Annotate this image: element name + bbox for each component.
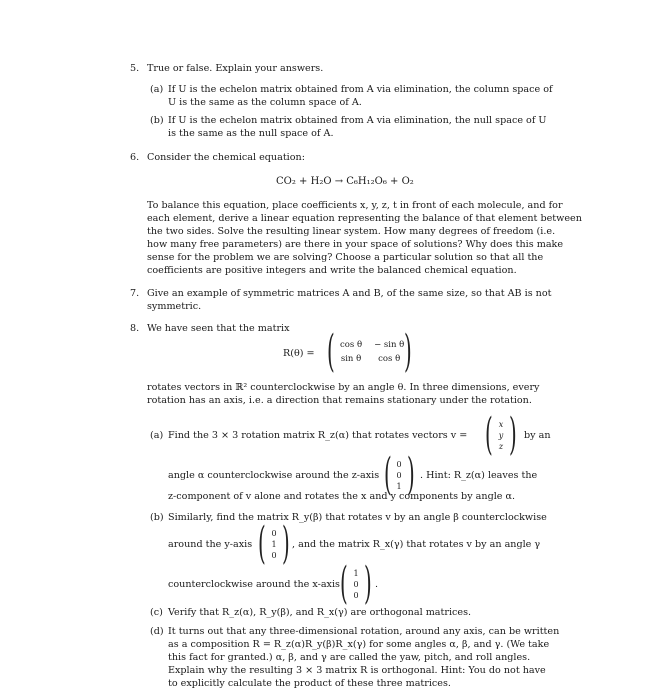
q8b-line2-post: , and the matrix R_x(γ) that rotates v by an angle γ — [292, 539, 541, 550]
q8c-line: Verify that R_z(α), R_y(β), and R_x(γ) are orthogonal matrices. — [168, 607, 472, 618]
vector-entry: 1 — [271, 540, 277, 549]
matrix-left-paren: ( — [327, 326, 335, 377]
rotation-matrix-lhs: R(θ) = — [283, 348, 315, 359]
q6-para-line6: coefficients are positive integers and write the balanced chemical equation. — [147, 265, 517, 276]
rotation-matrix-2x2 — [334, 338, 410, 366]
q8b-line3-post: . — [375, 579, 379, 590]
vector-entry: 0 — [353, 580, 359, 589]
matrix-entry: − sin θ — [374, 340, 405, 350]
q5a-line1: If U is the echelon matrix obtained from A via elimination, the column space of — [168, 84, 553, 95]
q5-prompt: True or false. Explain your answers. — [147, 63, 324, 74]
vector-entry: 1 — [353, 569, 359, 578]
q6-prompt: Consider the chemical equation: — [147, 152, 305, 163]
matrix-entry: sin θ — [340, 354, 362, 364]
q8a-line1: Find the 3 × 3 rotation matrix R_z(α) that rotates vectors v = — [168, 430, 468, 441]
q6-para-line1: To balance this equation, place coefficients x, y, z, t in front of each molecule, and for — [147, 200, 563, 211]
q8d-line3: this fact for granted.) α, β, and γ are called the yaw, pitch, and roll angles. — [168, 652, 531, 663]
x-axis-vector — [350, 568, 362, 601]
q8b-label: (b) — [150, 512, 164, 523]
q7-line2: symmetric. — [147, 301, 202, 312]
vector-entry: 0 — [271, 529, 277, 538]
q8a-hint: . Hint: R_z(α) leaves the — [420, 470, 538, 481]
vector-entry: z — [498, 442, 504, 451]
z-axis-vector — [393, 459, 405, 492]
q8b-line1: Similarly, find the matrix R_y(β) that rotates v by an angle β counterclockwise — [168, 512, 547, 523]
vector-entry: 0 — [353, 591, 359, 600]
q8d-line1: It turns out that any three-dimensional rotation, around any axis, can be written — [168, 626, 560, 637]
q8-intro: We have seen that the matrix — [147, 323, 290, 334]
q6-para-line5: sense for the problem we are solving? Choose a particular solution so that all the — [147, 252, 544, 263]
q5a-line2: U is the same as the column space of A. — [168, 97, 362, 108]
q8a-line2: angle α counterclockwise around the z-axis — [168, 470, 380, 481]
x-axis-left-paren: ( — [340, 558, 348, 609]
vector-entry: y — [498, 431, 504, 440]
q6-para-line2: each element, derive a linear equation representing the balance of that element between — [147, 213, 582, 224]
vector-entry: x — [498, 420, 504, 429]
q5b-line1: If U is the echelon matrix obtained from A via elimination, the null space of U — [168, 115, 547, 126]
z-axis-left-paren: ( — [384, 449, 392, 500]
q8d-line5: to explicitly calculate the product of these three matrices. — [168, 678, 451, 689]
q8c-label: (c) — [150, 607, 163, 618]
q6-para-line4: how many free parameters) are there in your space of solutions? Why does this make — [147, 239, 564, 250]
q8a-label: (a) — [150, 430, 164, 441]
q5-number: 5. — [130, 63, 140, 74]
q8b-line3-pre: counterclockwise around the x-axis — [168, 579, 340, 590]
vector-v — [495, 419, 507, 452]
q7-number: 7. — [130, 288, 140, 299]
q8-number: 8. — [130, 323, 140, 334]
q8d-line2: as a composition R = R_z(α)R_y(β)R_x(γ) for some angles α, β, and γ. (We take — [168, 639, 550, 650]
vector-entry: 1 — [396, 482, 402, 491]
vector-entry: 0 — [396, 460, 402, 469]
q8-para-line2: rotation has an axis, i.e. a direction that remains stationary under the rotation. — [147, 395, 532, 406]
q5b-label: (b) — [150, 115, 164, 126]
q5a-label: (a) — [150, 84, 164, 95]
q8-para-line1: rotates vectors in ℝ² counterclockwise by an angle θ. In three dimensions, every — [147, 382, 540, 393]
vector-v-right-paren: ) — [509, 409, 517, 460]
q8d-label: (d) — [150, 626, 164, 637]
y-axis-left-paren: ( — [258, 518, 266, 569]
y-axis-vector — [268, 528, 280, 561]
vector-v-left-paren: ( — [485, 409, 493, 460]
x-axis-right-paren: ) — [364, 558, 372, 609]
q7-line1: Give an example of symmetric matrices A and B, of the same size, so that AB is not — [147, 288, 552, 299]
q8a-line3: z-component of v alone and rotates the x and y components by angle α. — [168, 491, 516, 502]
matrix-entry: cos θ — [340, 340, 363, 350]
q6-para-line3: the two sides. Solve the resulting linear system. How many degrees of freedom (i.e. — [147, 226, 556, 237]
vector-entry: 0 — [271, 551, 277, 560]
matrix-entry: cos θ — [378, 354, 401, 364]
q5b-line2: is the same as the null space of A. — [168, 128, 334, 139]
q8a-by-an: by an — [524, 430, 551, 441]
z-axis-right-paren: ) — [407, 449, 415, 500]
chemical-equation: CO₂ + H₂O → C₆H₁₂O₆ + O₂ — [276, 176, 414, 187]
q8d-line4: Explain why the resulting 3 × 3 matrix R is orthogonal. Hint: You do not have — [168, 665, 546, 676]
q6-number: 6. — [130, 152, 140, 163]
y-axis-right-paren: ) — [282, 518, 290, 569]
q8b-line2-pre: around the y-axis — [168, 539, 253, 550]
vector-entry: 0 — [396, 471, 402, 480]
matrix-right-paren: ) — [404, 326, 412, 377]
